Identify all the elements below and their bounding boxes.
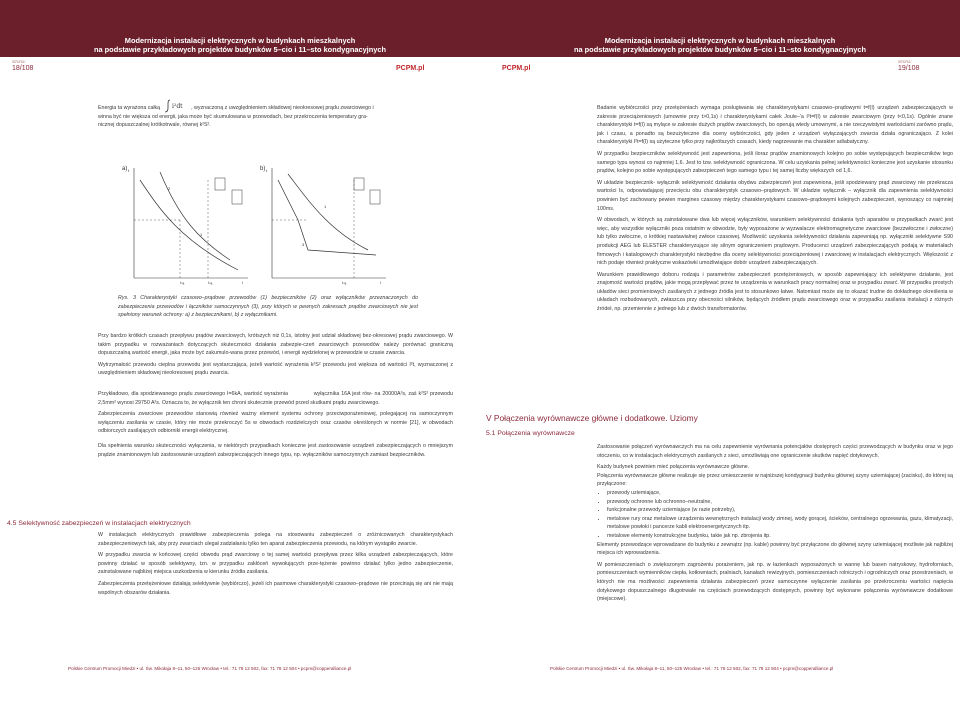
left-body bbox=[98, 332, 453, 462]
svg-text:i²dt: i²dt bbox=[171, 103, 183, 110]
paragraph: W przypadku zwarcia w końcowej części obwodu prąd zwarciowy o tej samej wartości przepływa przez kilka urządzeń zabezpieczających, które powinny działać w sposób selektywny, tzn. w przypadku zakłóceń wywołujących prze-tężenie powinno działać tylko jedno zabezpieczenie, zainstalowane najbliżej miejsca uszkodzenia w kierunku źródła zasilania. bbox=[98, 552, 453, 576]
page-label: strona: bbox=[898, 59, 912, 64]
header-bar bbox=[0, 0, 960, 57]
section-heading: 5.1 Połączenia wyrównawcze bbox=[486, 430, 575, 437]
right-body-2 bbox=[597, 443, 953, 607]
page-number: 19/108 bbox=[898, 65, 920, 72]
intro-text-a: Energia ta wyrażona całką bbox=[98, 105, 161, 111]
header-title-line2: na podstawie przykładowych projektów budynków 5–cio i 11–sto kondygnacyjnych bbox=[93, 45, 386, 54]
fig-axis-label: I bbox=[380, 280, 382, 285]
fig-curve-label: 1 bbox=[200, 232, 203, 237]
paragraph: Zastosowanie połączeń wyrównawczych ma na celu zapewnienie wyrównania potencjałów dostępnych części przewodzących w budynku oraz w jego otoczeniu, co w instalacjach elektrycznych zasilanych z sieci, umożliwiają one ograniczenie skutków napięć dotykowych. bbox=[597, 444, 953, 459]
paragraph: Wytrzymałość przewodu cieplna przewodu jest wystarczająca, jeżeli wartość wyrażenia k²S² przewodu jest większa od wartości I²t, wyznaczonej z uwzględnieniem składowej nieokresowej prądu zwarcia. bbox=[98, 361, 453, 377]
intro-text-d: nicznej dopuszczalnej krótkotrwale, równej k²S². bbox=[98, 122, 211, 129]
paragraph: Zabezpieczenia zwarciowe przewodów stanowią również ważny element systemu ochrony przeciwporażeniowej, polegającej na samoczynnym wyłączeniu zasilania w czasie, który nie może przekroczyć 5s w obwodach rozdzielczych oraz czasów określonych w normie [21], w obwodach odbiorczych zasilających odbiorniki energii elektrycznej. bbox=[98, 411, 453, 435]
intro-text-b: , wyznaczoną z uwzględnieniem składowej nieokresowej prądu zwarciowego i bbox=[191, 105, 374, 111]
chapter-5 bbox=[486, 413, 946, 441]
list-item: • funkcjonalne przewody uziemiające (w razie potrzeby), bbox=[607, 506, 953, 515]
figure-caption: Rys. 3 Charakterystyki czasowo–prądowe przewodów (1) bezpieczników (2) oraz wyłączników przeznaczonych do zabezpieczenia przewodów i łączników samoczynnych (3), przy których w pewnych zakresach prądów zwarciowych nie jest spełniony warunek ochrony: a) z bezpiecznikami, b) z wyłącznikami. bbox=[118, 295, 418, 319]
page-label: strona: bbox=[12, 59, 26, 64]
bullet-list bbox=[597, 489, 953, 541]
figure-b bbox=[258, 160, 388, 288]
list-item: • metalowe elementy konstrukcyjne budynku, takie jak np. zbrojenia itp. bbox=[607, 532, 953, 541]
paragraph-fragment: =6kA, wartość wyrażenia bbox=[228, 390, 288, 397]
fig-label-a: a) bbox=[122, 166, 128, 172]
chapter-heading: V Połączenia wyrównawcze główne i dodatkowe. Uziomy bbox=[486, 413, 698, 423]
fig-axis-label: t bbox=[128, 168, 130, 173]
fig-tick-label: Iₙₐ bbox=[208, 280, 213, 285]
fig-tick-label: Iₙₐ bbox=[342, 280, 347, 285]
right-page-bar bbox=[480, 57, 960, 75]
header-title-line1: Modernizacja instalacji elektrycznych w budynkach mieszkalnych bbox=[604, 36, 836, 45]
section-heading: 4.5 Selektywność zabezpieczeń w instalacjach elektrycznych bbox=[7, 520, 191, 527]
left-page-bar bbox=[0, 57, 480, 75]
paragraph: Połączenia wyrównawcze główne realizuje się przez umieszczenie w najniższej kondygnacji budynku głównej szyny uziemiającej (zacisku), do której są przyłączone: bbox=[597, 472, 953, 488]
paragraph: Przy bardzo krótkich czasach przepływu prądów zwarciowych, krótszych niż 0,1s, istotny jest udział składowej bez-okresowej prądu zwarciowego. W takim przypadku w rozważaniach dotyczących skuteczności działania zabezpie-czeń zwarciowych przewodów należy porównać graniczną dopuszczalną wartość energii, jaka może być zakumulo-wana przez przewód, i energii wydzielonej w przewodzie w czasie zwarcia. bbox=[98, 333, 453, 357]
list-item: • przewody uziemiające, bbox=[607, 489, 953, 498]
intro-text-c: winna być nie większa od energii, jaka może być skumulowana w przewodach, bez przekroczenia temperatury gra- bbox=[98, 113, 368, 120]
right-body bbox=[597, 104, 953, 317]
figure-a bbox=[120, 160, 250, 288]
paragraph: Elementy przewodzące wprowadzane do budynku z zewnątrz (np. kable) powinny być przyłączone do głównej szyny uziemiającej możliwie jak najbliżej miejsca ich wprowadzenia. bbox=[597, 541, 953, 557]
header-title-line1: Modernizacja instalacji elektrycznych w budynkach mieszkalnych bbox=[124, 36, 356, 45]
brand-logo: PCPM.pl bbox=[502, 65, 531, 72]
paragraph-fragment: Przykładowo, dla spodziewanego prądu zwarciowego I bbox=[98, 390, 229, 397]
left-intro bbox=[98, 104, 453, 130]
footer-right: Polskie Centrum Promocji Miedzi • ul. Św. Mikołaja 8–11, 50–125 Wrocław • tel.: 71 78 12 502, fax: 71 78 12 504 • pcpm@copperalliance.pl bbox=[550, 666, 834, 671]
paragraph: W przypadku bezpieczników selektywność jest zapewniona, jeśli iloraz prądów znamionowych kolejno po sobie występujących bezpieczników tego samego typu wynosi co najmniej 1,6. Jest to tzw. selektywność ograniczona. W celu uzyskania pełnej selektywności konieczne jest uzyskanie stosunku prądów, kolejno po sobie występujących zabezpieczeń tego samego typu i tej samej liczby większych od 1,6. bbox=[597, 150, 953, 175]
list-item: • przewody ochronne lub ochronno–neutralne, bbox=[607, 498, 953, 507]
paragraph-fragment: wyłącznika 16A jest rów- bbox=[313, 390, 373, 397]
paragraph: Zabezpieczenia przetężeniowe działają selektywnie (wybiórczo), jeżeli ich pasmowe charakterystyki czasowo–prądowe nie przecinają się ani nie mają wspólnych obszarów działania. bbox=[98, 580, 453, 596]
paragraph: W układzie bezpiecznik- wyłącznik selektywność działania obydwu zabezpieczeń jest zapewniona, jeśli spodziewany prąd zwarciowy nie przekracza wartości Is, odpowiadającej przecięciu obu charakterystyk czasowo–prądowych. W układzie wyłącznik – wyłącznik dla zapewnienia selektywności powinien być zachowany pewien margines czasowy między charakterystykami czasowo–prądowymi kolejnych zabezpieczeń, wynoszący co najmniej 100ms. bbox=[597, 179, 953, 212]
header-title-line2: na podstawie przykładowych projektów budynków 5–cio i 11–sto kondygnacyjnych bbox=[573, 45, 866, 54]
page-number: 18/108 bbox=[12, 65, 34, 72]
fig-axis-label: I bbox=[242, 280, 244, 285]
fig-curve-label: 2 bbox=[168, 186, 171, 191]
paragraph: W instalacjach elektrycznych prawidłowe zabezpieczenia polega na stosowaniu zabezpieczeń o zróżnicowanych charakterystykach zabezpieczeniowych tak, aby przy zwarciach ulegał zadziałaniu tylko ten aparat zabezpieczenia przewodu, na którym wystąpiło zwarcie. bbox=[98, 532, 453, 547]
fig-axis-label: t bbox=[266, 168, 268, 173]
list-item: • metalowe rury oraz metalowe urządzenia wewnętrznych instalacji wody zimnej, wody gorącej, ścieków, centralnego ogrzewania, gazu, klimatyzacji, metalowe powłoki i pancerze kabli elektroenergetycznych itp. bbox=[607, 515, 953, 532]
paragraph: Każdy budynek powinien mieć połączenia wyrównawcze główne. bbox=[597, 464, 750, 471]
paragraph: Dla spełnienia warunku skuteczności wyłączenia, w niektórych przypadkach konieczne jest zastosowanie urządzeń zabezpieczających o mniejszym prądzie znamionowym lub zastosowanie urządzeń zabezpieczających innego typu, np. wyłączników samoczynnych zamiast bezpieczników. bbox=[98, 442, 453, 458]
paragraph: W pomieszczeniach o zwiększonym zagrożeniu porażeniem, jak np. w łazienkach wyposażonych w wannę lub basen natryskowy, hydroforniach, pomieszczeniach wymienników ciepła, kotłowniach, pralniach, kanałach rewizyjnych, pomieszczeniach rolniczych i ogrodniczych oraz przestrzeniach, w których nie ma możliwości zapewnienia działania zabezpieczeń przez samoczynne wyłączenie zasilania po przekroczeniu wartości napięcia dotykowego dopuszczalnego długotrwale na częściach przewodzących dostępnych, powinny być wykonane połączenia wyrównawcze dodatkowe (miejscowe). bbox=[597, 561, 953, 603]
header-title-right bbox=[480, 36, 960, 54]
section-4-5 bbox=[7, 519, 457, 531]
fig-label-b: b) bbox=[260, 166, 266, 172]
brand-logo: PCPM.pl bbox=[396, 65, 425, 72]
paragraph: W obwodach, w których są zainstalowane dwa lub więcej wyłączników, warunkiem selektywności działania tych aparatów w przypadkach zwarć jest więc, aby wszystkie wyłączniki poza ostatnim w obwodzie, były wyposażone w wyzwalacze elektromagnetyczne zwarciowe (bezzwłoczne i zwłoczne) lub tylko zwłoczne, o krótkiej nastawialnej zwłoce czasowej. Możliwość uzyskania selektywności działania zapewniają np. wyłączniki selektywne S90 produkcji AEG lub ELESTER charakteryzujące się silnym ograniczeniem prądowym. Producenci urządzeń zabezpieczających podają w materiałach firmowych i katalogowych charakterystyki niezbędne dla oceny selektywności przeciążeniowej i zwarciowej w instalacjach elektrycznych. Większość z nich podaje również praktyczne wskazówki umożliwiające dobór urządzeń zabezpieczających. bbox=[597, 217, 953, 267]
header-title-left bbox=[0, 36, 480, 54]
integral-icon bbox=[162, 99, 190, 113]
fig-curve-label: 3 bbox=[302, 242, 305, 247]
paragraph: Badanie wybiórczości przy przetężeniach wymaga posługiwania się charakterystykami czasowo–prądowymi t=f(I) urządzeń zabezpieczających w zakresie przeciążeniowych (umownie przy t>0,1s) i charakterystykami całek Joule–'a I²t=f(I) w zakresie zwarciowym (przy t<0,1s). Ogólnie znane charakterystyki t=f(I) są mylące w zakresie dużych prądów zwarciowych, bo operują wtedy umownymi, a nie rzeczywistymi wartościami zarówno prądu, jak i czasu, a ponadto są bezużyteczne dla oceny wybiórczości, gdy jeden z urządzeń wyłączających zwarcia działa ograniczająco. Z kolei charakterystyki I²t=f(I) są użyteczne tylko przy najkrótszych czasach, kiedy nagrzewanie ma charakter adiabatyczny. bbox=[597, 105, 953, 146]
left-body-2 bbox=[98, 531, 453, 600]
footer-left: Polskie Centrum Promocji Miedzi • ul. Św. Mikołaja 8–11, 50–125 Wrocław • tel.: 71 78 12 502, fax: 71 78 12 504 • pcpm@copperalliance.pl bbox=[68, 666, 352, 671]
paragraph-fragment: na 20000A²s, zaś k²S² przewodu 2,5mm² wynosi 29750 A²s. Oznacza to, że wyłącznik ten chroni skutecznie przewód przed skutkami prądu zwarciowego. bbox=[98, 390, 454, 406]
paragraph: Warunkiem prawidłowego doboru rodzaju i parametrów zabezpieczeń przetężeniowych, w sposób zapewniający ich selektywne działanie, jest znajomość wartości prądów, jakie mogą przepływać przez te urządzenia w warunkach pracy normalnej oraz w przypadku zwarć. W przypadku prostych układów sieci promieniowych zasilanych z jednego źródła jest to stosunkowo łatwe. Natomiast może się to okazać trudne do dokładnego określenia w układach rozbudowanych, zwłaszcza przy obecności silników, będących źródłem prądu zwarciowego oraz w przypadku zasilania instalacji z różnych źródeł, np. przemiennie z jednego lub z dwóch transformatorów. bbox=[597, 271, 953, 313]
fig-tick-label: Iₙₐ bbox=[180, 280, 185, 285]
fig-curve-label: 1 bbox=[324, 204, 327, 209]
